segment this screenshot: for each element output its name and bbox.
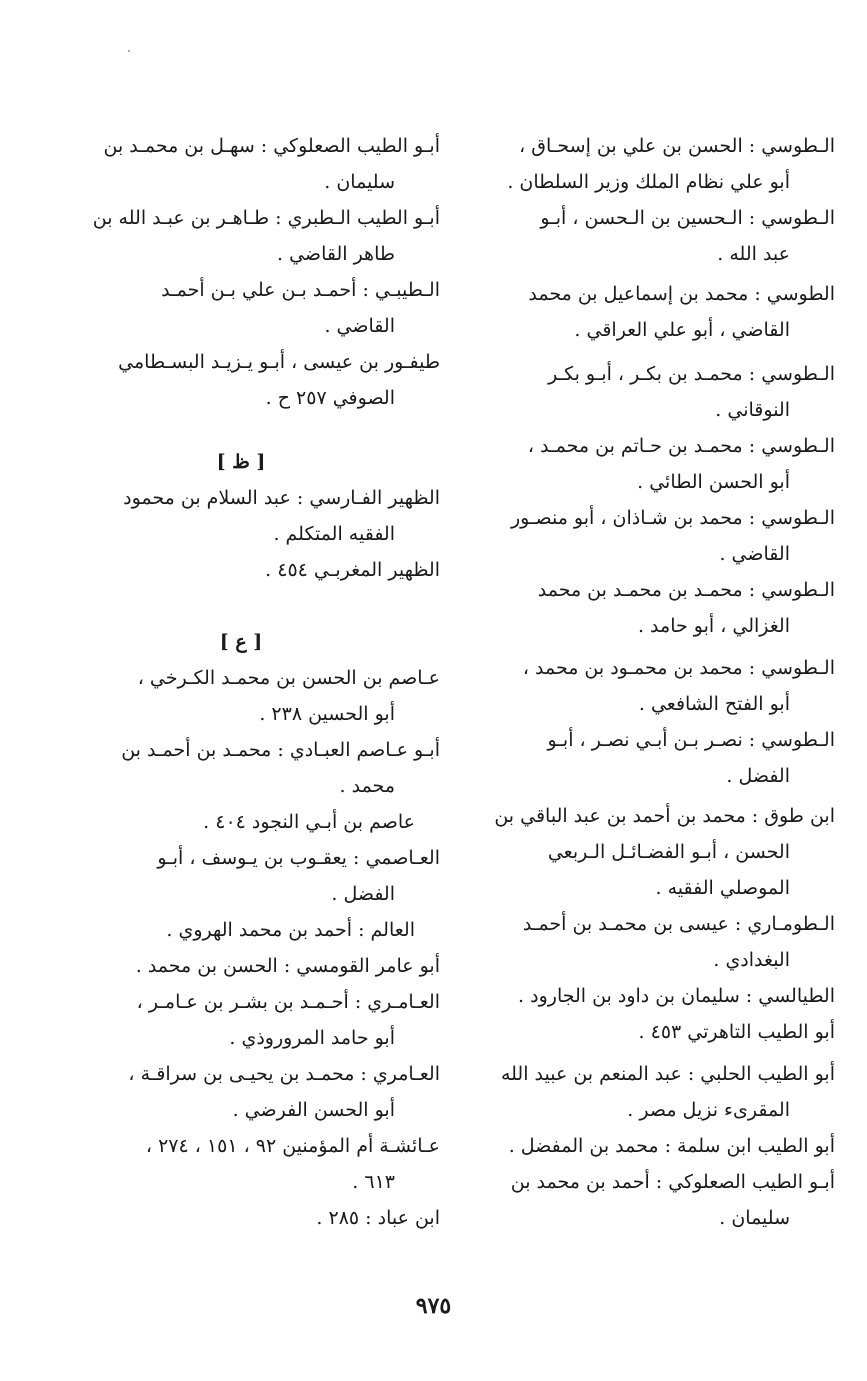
- entry-continuation-line: الغزالي ، أبو حامد .: [637, 615, 790, 637]
- index-entry: [490, 1128, 835, 1164]
- page-number: ٩٧٥: [415, 1293, 452, 1319]
- entry-line: الطوسي : محمد بن إسماعيل بن محمد: [528, 283, 835, 305]
- entry-continuation-line: سليمان .: [324, 171, 395, 193]
- entry-continuation-line: الفضل .: [331, 883, 395, 905]
- entry-line: أبو الطيب ابن سلمة : محمد بن المفضل .: [508, 1135, 835, 1157]
- index-entry: [490, 1056, 835, 1128]
- section-letter-heading: [ ع ]: [219, 631, 263, 653]
- entry-continuation-line: أبو الحسن الطائي .: [637, 471, 790, 493]
- index-entry: [490, 200, 835, 272]
- index-entry: [490, 356, 835, 428]
- entry-continuation-line: الصوفي ٢٥٧ ح .: [265, 387, 395, 409]
- index-column-left: [82, 128, 440, 1236]
- entry-line: أبو عامر القومسي : الحسن بن محمد .: [135, 955, 440, 977]
- index-entry: [82, 1200, 440, 1236]
- entry-continuation-line: البغدادي .: [713, 949, 790, 971]
- index-entry: [490, 798, 835, 906]
- entry-line: أبـو عـاصم العبـادي : محمـد بن أحمـد بن: [121, 739, 440, 761]
- entry-continuation-line: الموصلي الفقيه .: [655, 877, 790, 899]
- entry-line: أبو الطيب الحلبي : عبد المنعم بن عبيد الله: [500, 1063, 835, 1085]
- entry-line: أبـو الطيب الـطبري : طـاهـر بن عبـد الله بن: [92, 207, 440, 229]
- entry-continuation-line: النوقاني .: [715, 399, 790, 421]
- entry-continuation-line: أبو علي نظام الملك وزير السلطان .: [507, 171, 790, 193]
- entry-line: الـطوسي : الـحسين بن الـحسن ، أبـو: [540, 207, 835, 229]
- entry-line: طيفـور بن عيسى ، أبـو يـزيـد البسـطامي: [118, 351, 440, 373]
- index-entry: [82, 804, 440, 840]
- entry-continuation-line: أبو الحسين ٢٣٨ .: [259, 703, 395, 725]
- index-column-right: [490, 128, 835, 1236]
- entry-continuation-line: القاضي .: [324, 315, 395, 337]
- index-entry: [490, 276, 835, 348]
- entry-line: الظهير الفـارسي : عبد السلام بن محمود: [123, 487, 440, 509]
- entry-line: الـطوسي : محمـد بن بكـر ، أبـو بكـر: [548, 363, 835, 385]
- index-entry: [490, 650, 835, 722]
- index-entry: [490, 978, 835, 1014]
- entry-continuation-line: أبو الفتح الشافعي .: [638, 693, 790, 715]
- index-entry: [490, 428, 835, 500]
- entry-continuation-line: المقرىء نزيل مصر .: [627, 1099, 790, 1121]
- index-entry: [82, 344, 440, 416]
- entry-line: عـائشـة أم المؤمنين ٩٢ ، ١٥١ ، ٢٧٤ ،: [145, 1135, 440, 1157]
- entry-line: عاصم بن أبـي النجود ٤٠٤ .: [203, 811, 415, 833]
- index-entry: [490, 722, 835, 794]
- index-entry: [82, 1056, 440, 1128]
- entry-line: الـطوسي : نصـر بـن أبـي نصـر ، أبـو: [547, 729, 835, 751]
- entry-line: أبـو الطيب الصعلوكي : سهـل بن محمـد بن: [103, 135, 440, 157]
- entry-continuation-line: القاضي ، أبو علي العراقي .: [574, 319, 790, 341]
- entry-line: عـاصم بن الحسن بن محمـد الكـرخي ،: [137, 667, 440, 689]
- entry-line: العـاصمي : يعقـوب بن يـوسف ، أبـو: [157, 847, 440, 869]
- index-entry: [490, 128, 835, 200]
- entry-line: الـطوسي : الحسن بن علي بن إسحـاق ،: [519, 135, 835, 157]
- entry-line: أبو الطيب التاهرتي ٤٥٣ .: [638, 1021, 835, 1043]
- entry-line: أبـو الطيب الصعلوكي : أحمد بن محمد بن: [510, 1171, 835, 1193]
- index-entry: [490, 1014, 835, 1050]
- index-entry: [490, 1164, 835, 1236]
- entry-line: الطيالسي : سليمان بن داود بن الجارود .: [518, 985, 835, 1007]
- entry-continuation-line: محمد .: [339, 775, 395, 797]
- entry-line: ابن طوق : محمد بن أحمد بن عبد الباقي بن: [494, 805, 835, 827]
- entry-continuation-line: ٦١٣ .: [352, 1171, 395, 1193]
- entry-line: الظهير المغربـي ٤٥٤ .: [265, 559, 440, 581]
- entry-line: الـطومـاري : عيسى بن محمـد بن أحمـد: [522, 913, 835, 935]
- index-entry: [82, 552, 440, 588]
- index-entry: [82, 984, 440, 1056]
- entry-line: الـطوسي : محمد بن شـاذان ، أبو منصـور: [510, 507, 835, 529]
- index-entry: [82, 200, 440, 272]
- entry-line: العالم : أحمد بن محمد الهروي .: [166, 919, 415, 941]
- index-entry: [490, 572, 835, 644]
- section-letter-heading: [ ظ ]: [216, 451, 266, 473]
- entry-continuation-line: القاضي .: [719, 543, 790, 565]
- index-entry: [82, 128, 440, 200]
- entry-line: العـامـري : أحـمـد بن بشـر بن عـامـر ،: [136, 991, 440, 1013]
- entry-line: العـامري : محمـد بن يحيـى بن سراقـة ،: [128, 1063, 440, 1085]
- index-entry: [82, 912, 440, 948]
- entry-line: الـطيبـي : أحمـد بـن علي بـن أحمـد: [161, 279, 440, 301]
- entry-continuation-line: أبو حامد المروروذي .: [229, 1027, 395, 1049]
- index-entry: [82, 480, 440, 552]
- index-entry: [82, 1128, 440, 1200]
- index-entry: [82, 732, 440, 804]
- entry-continuation-line: الفقيه المتكلم .: [273, 523, 395, 545]
- index-entry: [490, 500, 835, 572]
- entry-line: الـطوسي : محمـد بن حـاتم بن محمـد ،: [527, 435, 835, 457]
- index-entry: [82, 272, 440, 344]
- entry-line: الـطوسي : محمـد بن محمـد بن محمد: [537, 579, 835, 601]
- index-entry: [82, 948, 440, 984]
- entry-continuation-line: أبو الحسن الفرضي .: [232, 1099, 395, 1121]
- entry-line: ابن عباد : ٢٨٥ .: [316, 1207, 440, 1229]
- entry-continuation-line: سليمان .: [719, 1207, 790, 1229]
- index-entry: [82, 660, 440, 732]
- scan-speck: [128, 50, 130, 52]
- index-entry: [82, 840, 440, 912]
- entry-continuation-line: الفضل .: [726, 765, 790, 787]
- entry-continuation-line: الحسن ، أبـو الفضـائـل الـربعي: [547, 841, 790, 863]
- entry-line: الـطوسي : محمد بن محمـود بن محمد ،: [522, 657, 835, 679]
- entry-continuation-line: طاهر القاضي .: [277, 243, 395, 265]
- index-entry: [490, 906, 835, 978]
- entry-continuation-line: عبد الله .: [717, 243, 790, 265]
